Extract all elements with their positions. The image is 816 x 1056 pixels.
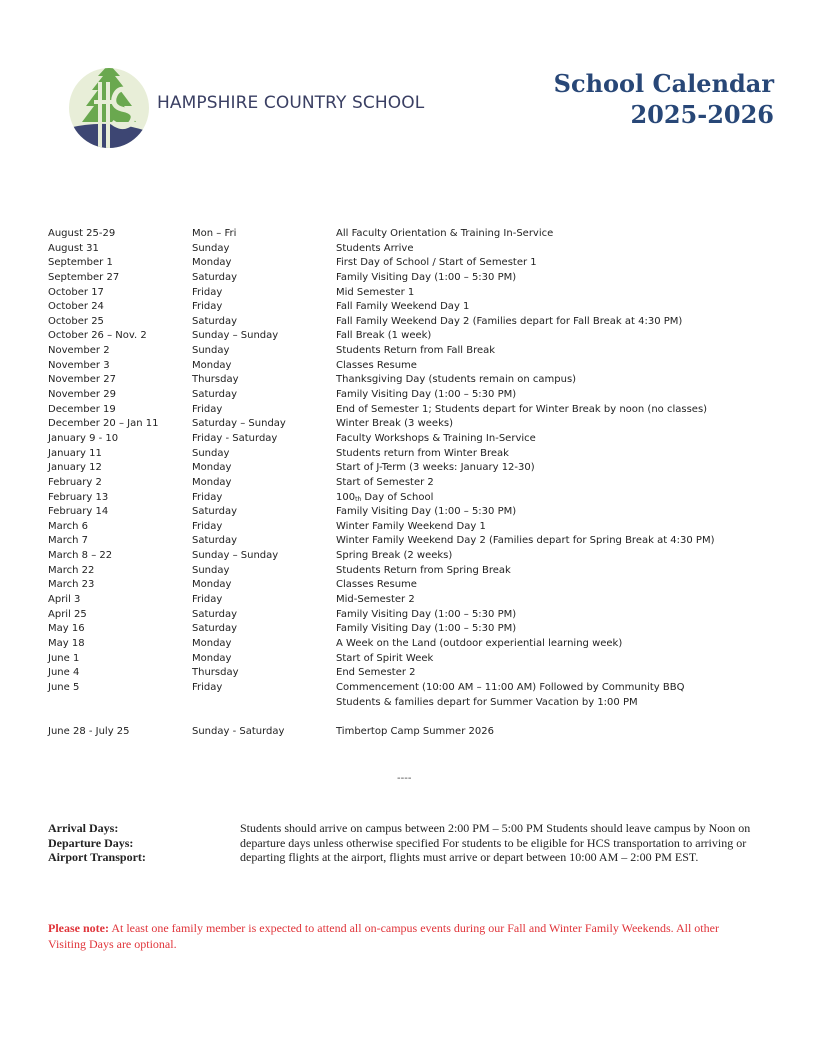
calendar-row [48, 681, 788, 696]
event-date: September 27 [48, 271, 120, 283]
event-date [48, 696, 192, 711]
event-date: November 29 [48, 389, 116, 401]
event-weekday: Friday [192, 491, 223, 503]
event-date: November 27 [48, 374, 116, 386]
calendar-row [48, 534, 788, 549]
event-description: Thanksgiving Day (students remain on campus) [336, 374, 577, 386]
event-date: February 2 [48, 476, 102, 488]
event-ordinal-number: 100 [336, 491, 356, 503]
calendar-row [48, 256, 788, 271]
event-date: September 1 [48, 257, 113, 269]
event-description: Family Visiting Day (1:00 – 5:30 PM) [336, 271, 517, 283]
event-date: March 23 [48, 579, 95, 591]
event-weekday: Monday [192, 359, 232, 371]
event-weekday: Thursday [192, 374, 239, 386]
school-logo [68, 62, 150, 148]
event-weekday: Saturday [192, 315, 238, 327]
event-date: February 13 [48, 491, 109, 503]
calendar-row [48, 622, 788, 637]
event-weekday: Mon – Fri [192, 228, 237, 239]
event-description: Start of J-Term (3 weeks: January 12-30) [336, 462, 535, 474]
calendar-row [48, 652, 788, 667]
event-weekday: Sunday [192, 345, 230, 357]
event-date: May 16 [48, 623, 85, 635]
calendar-row [48, 505, 788, 520]
please-note-label: Please note: [48, 921, 109, 935]
event-weekday: Saturday [192, 389, 238, 401]
event-description: Winter Family Weekend Day 2 (Families depart for Spring Break at 4:30 PM) [336, 535, 715, 547]
event-weekday: Monday [192, 476, 232, 488]
calendar-row [48, 447, 788, 462]
event-text: Day of School [361, 491, 434, 503]
please-note [48, 921, 748, 952]
event-description: Winter Break (3 weeks) [336, 418, 453, 430]
event-description: Fall Break (1 week) [336, 330, 432, 342]
calendar-row [48, 696, 788, 711]
calendar-row [48, 666, 788, 681]
event-description: Winter Family Weekend Day 1 [336, 520, 486, 532]
event-description: Mid Semester 1 [336, 286, 415, 298]
section-divider: ---- [397, 773, 412, 784]
event-weekday: Sunday – Sunday [192, 550, 279, 562]
event-date: January 9 - 10 [48, 432, 119, 444]
calendar-row [48, 637, 788, 652]
event-date: October 26 – Nov. 2 [48, 330, 147, 342]
event-description: First Day of School / Start of Semester 1 [336, 257, 537, 269]
event-weekday: Sunday [192, 242, 230, 254]
event-date: December 20 – Jan 11 [48, 418, 159, 430]
calendar-row [48, 403, 788, 418]
event-description: Family Visiting Day (1:00 – 5:30 PM) [336, 623, 517, 635]
event-date: June 28 - July 25 [48, 726, 130, 738]
calendar-row [48, 373, 788, 388]
event-date: October 24 [48, 301, 104, 313]
event-description: Fall Family Weekend Day 1 [336, 301, 470, 313]
calendar-row [48, 593, 788, 608]
school-name: HAMPSHIRE COUNTRY SCHOOL [157, 93, 425, 113]
event-weekday: Friday [192, 301, 223, 313]
event-date: March 22 [48, 564, 95, 576]
event-date: October 25 [48, 315, 104, 327]
arrival-days-label: Arrival Days: [48, 821, 119, 835]
event-description: Students & families depart for Summer Vacation by 1:00 PM [336, 696, 638, 708]
event-description: All Faculty Orientation & Training In-Service [336, 228, 554, 239]
event-description: Commencement (10:00 AM – 11:00 AM) Followed by Community BBQ [336, 681, 685, 693]
event-description: Start of Spirit Week [336, 652, 434, 664]
please-note-text: At least one family member is expected to attend all on-campus events during our Fall and Winter Family Weekends. All other Visiting Days are optional. [48, 921, 719, 951]
event-weekday: Thursday [192, 667, 239, 679]
event-description: Students Arrive [336, 242, 414, 254]
calendar-row [48, 564, 788, 579]
event-description: Timbertop Camp Summer 2026 [336, 726, 494, 738]
calendar-row [48, 286, 788, 301]
event-description: End Semester 2 [336, 667, 416, 679]
event-description: A Week on the Land (outdoor experiential learning week) [336, 637, 623, 649]
page-title [554, 68, 774, 130]
airport-transport-label: Airport Transport: [48, 850, 146, 865]
event-date: October 17 [48, 286, 104, 298]
event-date: June 5 [48, 681, 80, 693]
event-description: Mid-Semester 2 [336, 594, 415, 606]
calendar-row [48, 578, 788, 593]
event-weekday: Friday - Saturday [192, 432, 278, 444]
event-date: March 7 [48, 535, 89, 547]
event-weekday: Sunday [192, 564, 230, 576]
event-ordinal-suffix: th [355, 495, 362, 503]
event-weekday: Sunday – Sunday [192, 330, 279, 342]
event-description: Family Visiting Day (1:00 – 5:30 PM) [336, 389, 517, 401]
notes-text: Students should arrive on campus between 2:00 PM – 5:00 PM Students should leave campus by Noon on departure days unless otherwise specified For students to be eligible for HCS transportation to arriving or departing flights at the airport, flights must arrive or depart between 10:00 AM – 2:00 PM EST. [240, 821, 751, 865]
event-description: Classes Resume [336, 579, 417, 591]
calendar-row [48, 344, 788, 359]
calendar-row [48, 242, 788, 257]
event-weekday [192, 696, 336, 711]
event-description: End of Semester 1; Students depart for Winter Break by noon (no classes) [336, 403, 708, 415]
event-weekday: Friday [192, 286, 223, 298]
event-weekday: Saturday [192, 506, 238, 518]
title-line-1: School Calendar [553, 69, 774, 98]
calendar-row [48, 359, 788, 374]
title-line-2: 2025-2026 [630, 100, 774, 129]
event-weekday: Saturday [192, 608, 238, 620]
event-date: August 31 [48, 242, 99, 254]
event-date: January 11 [48, 447, 102, 459]
calendar-row [48, 432, 788, 447]
event-description: Classes Resume [336, 359, 417, 371]
calendar-row [48, 329, 788, 344]
event-description: Fall Family Weekend Day 2 (Families depart for Fall Break at 4:30 PM) [336, 315, 683, 327]
event-description: Spring Break (2 weeks) [336, 550, 453, 562]
event-weekday: Monday [192, 579, 232, 591]
event-weekday: Saturday – Sunday [192, 418, 286, 430]
departure-days-label: Departure Days: [48, 835, 134, 850]
event-date: December 19 [48, 403, 116, 415]
event-date: January 12 [48, 462, 102, 474]
calendar-row [48, 417, 788, 432]
calendar-row [48, 520, 788, 535]
event-weekday: Monday [192, 652, 232, 664]
event-description: Students Return from Fall Break [336, 345, 496, 357]
event-weekday: Monday [192, 257, 232, 269]
calendar-row [48, 476, 788, 491]
calendar-schedule [48, 227, 788, 740]
event-weekday: Friday [192, 403, 223, 415]
event-date: June 4 [48, 667, 80, 679]
calendar-row [48, 315, 788, 330]
event-date: February 14 [48, 506, 109, 518]
calendar-row [48, 549, 788, 564]
calendar-row [48, 461, 788, 476]
notes-labels [48, 821, 238, 865]
calendar-row [48, 388, 788, 403]
event-description: Students Return from Spring Break [336, 564, 511, 576]
event-weekday: Saturday [192, 271, 238, 283]
event-date: November 3 [48, 359, 110, 371]
event-weekday: Monday [192, 637, 232, 649]
event-description [336, 491, 788, 506]
event-weekday: Friday [192, 681, 223, 693]
event-weekday: Monday [192, 462, 232, 474]
event-date: June 1 [48, 652, 80, 664]
calendar-row [48, 271, 788, 286]
calendar-row [48, 491, 788, 506]
event-date: March 6 [48, 520, 89, 532]
event-weekday: Sunday - Saturday [192, 726, 285, 738]
event-weekday: Sunday [192, 447, 230, 459]
event-date: August 25-29 [48, 228, 116, 239]
calendar-row [48, 725, 788, 740]
calendar-row [48, 227, 788, 242]
calendar-row [48, 608, 788, 623]
event-date: May 18 [48, 637, 85, 649]
event-date: March 8 – 22 [48, 550, 113, 562]
event-date: April 25 [48, 608, 87, 620]
calendar-row [48, 300, 788, 315]
event-date: April 3 [48, 594, 81, 606]
event-weekday: Saturday [192, 623, 238, 635]
event-description: Family Visiting Day (1:00 – 5:30 PM) [336, 608, 517, 620]
event-date: November 2 [48, 345, 110, 357]
event-weekday: Friday [192, 520, 223, 532]
event-description: Family Visiting Day (1:00 – 5:30 PM) [336, 506, 517, 518]
event-description: Start of Semester 2 [336, 476, 434, 488]
event-description: Faculty Workshops & Training In-Service [336, 432, 536, 444]
event-weekday: Friday [192, 594, 223, 606]
event-description: Students return from Winter Break [336, 447, 509, 459]
event-weekday: Saturday [192, 535, 238, 547]
